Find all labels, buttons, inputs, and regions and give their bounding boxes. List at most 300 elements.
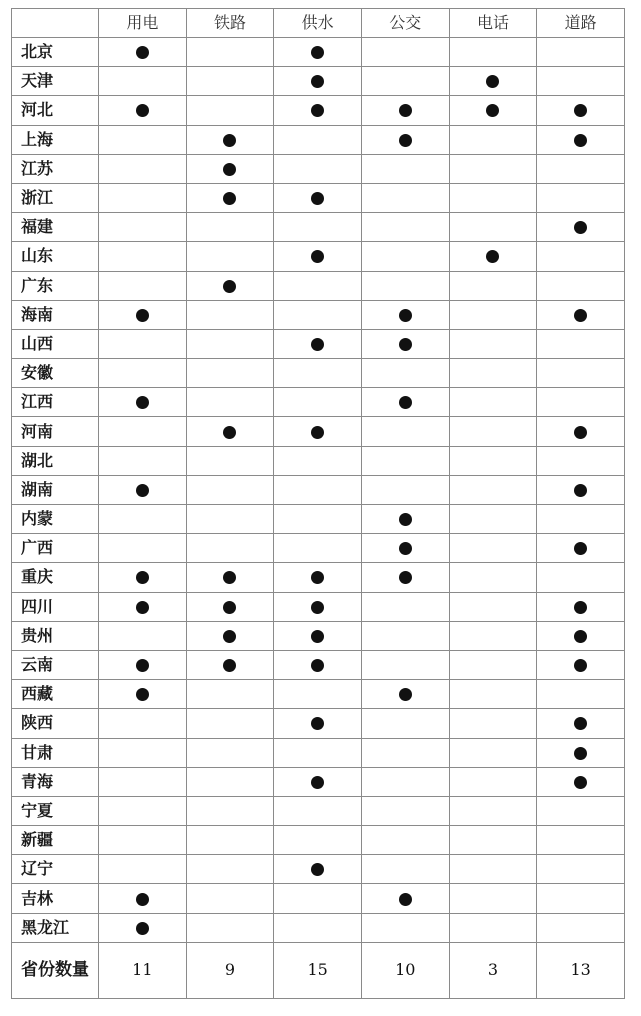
mark-cell — [537, 621, 625, 650]
mark-cell — [99, 154, 187, 183]
mark-cell — [186, 359, 274, 388]
mark-cell — [449, 913, 537, 942]
mark-cell — [361, 38, 449, 67]
mark-cell — [99, 242, 187, 271]
mark-cell — [186, 300, 274, 329]
mark-cell — [99, 826, 187, 855]
table-row — [12, 475, 625, 504]
mark-cell — [186, 96, 274, 125]
filled-dot-icon — [486, 250, 499, 263]
mark-cell — [361, 621, 449, 650]
province-name: 上海 — [12, 125, 99, 154]
province-name: 山西 — [12, 329, 99, 358]
filled-dot-icon — [399, 309, 412, 322]
count-electricity: 11 — [99, 942, 187, 998]
mark-cell — [274, 242, 362, 271]
mark-cell — [449, 796, 537, 825]
mark-cell — [99, 388, 187, 417]
mark-cell — [361, 67, 449, 96]
mark-cell — [537, 388, 625, 417]
filled-dot-icon — [223, 192, 236, 205]
mark-cell — [449, 213, 537, 242]
table-row — [12, 680, 625, 709]
mark-cell — [361, 534, 449, 563]
mark-cell — [186, 592, 274, 621]
filled-dot-icon — [574, 659, 587, 672]
mark-cell — [99, 475, 187, 504]
mark-cell — [99, 359, 187, 388]
mark-cell — [449, 125, 537, 154]
mark-cell — [449, 621, 537, 650]
mark-cell — [274, 796, 362, 825]
table-row — [12, 796, 625, 825]
table-row — [12, 96, 625, 125]
mark-cell — [361, 505, 449, 534]
mark-cell — [274, 738, 362, 767]
table-row — [12, 650, 625, 679]
table-row — [12, 826, 625, 855]
mark-cell — [99, 213, 187, 242]
mark-cell — [186, 563, 274, 592]
count-water: 15 — [274, 942, 362, 998]
table-row — [12, 505, 625, 534]
mark-cell — [274, 154, 362, 183]
mark-cell — [274, 709, 362, 738]
filled-dot-icon — [223, 571, 236, 584]
mark-cell — [186, 826, 274, 855]
mark-cell — [361, 826, 449, 855]
province-name: 贵州 — [12, 621, 99, 650]
filled-dot-icon — [223, 134, 236, 147]
filled-dot-icon — [136, 46, 149, 59]
filled-dot-icon — [574, 776, 587, 789]
mark-cell — [449, 417, 537, 446]
filled-dot-icon — [223, 659, 236, 672]
mark-cell — [537, 563, 625, 592]
province-name: 江西 — [12, 388, 99, 417]
mark-cell — [274, 417, 362, 446]
province-name: 吉林 — [12, 884, 99, 913]
filled-dot-icon — [574, 426, 587, 439]
mark-cell — [537, 505, 625, 534]
mark-cell — [361, 417, 449, 446]
mark-cell — [449, 154, 537, 183]
mark-cell — [537, 592, 625, 621]
mark-cell — [361, 563, 449, 592]
mark-cell — [99, 767, 187, 796]
mark-cell — [361, 680, 449, 709]
province-name: 重庆 — [12, 563, 99, 592]
filled-dot-icon — [399, 513, 412, 526]
mark-cell — [99, 796, 187, 825]
filled-dot-icon — [136, 601, 149, 614]
province-name: 河南 — [12, 417, 99, 446]
mark-cell — [537, 738, 625, 767]
province-name: 安徽 — [12, 359, 99, 388]
mark-cell — [449, 271, 537, 300]
mark-cell — [361, 183, 449, 212]
province-name: 广西 — [12, 534, 99, 563]
province-name: 福建 — [12, 213, 99, 242]
mark-cell — [274, 329, 362, 358]
mark-cell — [186, 183, 274, 212]
mark-cell — [99, 125, 187, 154]
table-row — [12, 592, 625, 621]
filled-dot-icon — [399, 396, 412, 409]
mark-cell — [186, 534, 274, 563]
mark-cell — [361, 592, 449, 621]
filled-dot-icon — [311, 776, 324, 789]
mark-cell — [361, 96, 449, 125]
filled-dot-icon — [574, 601, 587, 614]
count-road: 13 — [537, 942, 625, 998]
count-railway: 9 — [186, 942, 274, 998]
province-name: 内蒙 — [12, 505, 99, 534]
filled-dot-icon — [136, 309, 149, 322]
mark-cell — [99, 913, 187, 942]
mark-cell — [449, 534, 537, 563]
mark-cell — [449, 592, 537, 621]
mark-cell — [449, 505, 537, 534]
mark-cell — [274, 271, 362, 300]
mark-cell — [99, 300, 187, 329]
mark-cell — [537, 183, 625, 212]
mark-cell — [361, 738, 449, 767]
province-name: 四川 — [12, 592, 99, 621]
table-row — [12, 242, 625, 271]
mark-cell — [186, 271, 274, 300]
table-row — [12, 855, 625, 884]
mark-cell — [99, 650, 187, 679]
mark-cell — [274, 884, 362, 913]
mark-cell — [186, 213, 274, 242]
table-row — [12, 183, 625, 212]
mark-cell — [537, 475, 625, 504]
mark-cell — [361, 446, 449, 475]
filled-dot-icon — [399, 134, 412, 147]
filled-dot-icon — [574, 104, 587, 117]
table-row — [12, 738, 625, 767]
province-name: 新疆 — [12, 826, 99, 855]
mark-cell — [186, 475, 274, 504]
mark-cell — [274, 913, 362, 942]
mark-cell — [449, 183, 537, 212]
mark-cell — [537, 38, 625, 67]
mark-cell — [537, 242, 625, 271]
mark-cell — [186, 913, 274, 942]
mark-cell — [361, 709, 449, 738]
mark-cell — [274, 213, 362, 242]
mark-cell — [361, 855, 449, 884]
table-row — [12, 709, 625, 738]
mark-cell — [186, 154, 274, 183]
mark-cell — [99, 96, 187, 125]
mark-cell — [537, 796, 625, 825]
mark-cell — [99, 271, 187, 300]
mark-cell — [537, 359, 625, 388]
mark-cell — [274, 650, 362, 679]
mark-cell — [537, 67, 625, 96]
mark-cell — [449, 767, 537, 796]
filled-dot-icon — [574, 542, 587, 555]
mark-cell — [449, 446, 537, 475]
mark-cell — [186, 388, 274, 417]
filled-dot-icon — [399, 542, 412, 555]
mark-cell — [537, 96, 625, 125]
mark-cell — [274, 505, 362, 534]
mark-cell — [537, 884, 625, 913]
mark-cell — [449, 709, 537, 738]
table-row — [12, 417, 625, 446]
mark-cell — [274, 563, 362, 592]
filled-dot-icon — [311, 659, 324, 672]
table-row — [12, 563, 625, 592]
mark-cell — [449, 300, 537, 329]
mark-cell — [449, 475, 537, 504]
filled-dot-icon — [223, 630, 236, 643]
mark-cell — [361, 388, 449, 417]
province-name: 北京 — [12, 38, 99, 67]
mark-cell — [274, 96, 362, 125]
mark-cell — [99, 621, 187, 650]
province-name: 海南 — [12, 300, 99, 329]
mark-cell — [274, 475, 362, 504]
filled-dot-icon — [311, 75, 324, 88]
mark-cell — [449, 242, 537, 271]
mark-cell — [274, 621, 362, 650]
mark-cell — [99, 855, 187, 884]
mark-cell — [99, 592, 187, 621]
table-row — [12, 271, 625, 300]
filled-dot-icon — [574, 747, 587, 760]
province-name: 湖北 — [12, 446, 99, 475]
filled-dot-icon — [311, 601, 324, 614]
mark-cell — [361, 242, 449, 271]
filled-dot-icon — [223, 280, 236, 293]
mark-cell — [274, 680, 362, 709]
table-row — [12, 154, 625, 183]
mark-cell — [186, 125, 274, 154]
mark-cell — [361, 884, 449, 913]
province-name: 江苏 — [12, 154, 99, 183]
mark-cell — [186, 67, 274, 96]
province-name: 浙江 — [12, 183, 99, 212]
province-name: 湖南 — [12, 475, 99, 504]
filled-dot-icon — [311, 717, 324, 730]
table-row — [12, 621, 625, 650]
table-container — [11, 8, 625, 999]
province-name: 西藏 — [12, 680, 99, 709]
filled-dot-icon — [399, 688, 412, 701]
mark-cell — [99, 67, 187, 96]
filled-dot-icon — [311, 192, 324, 205]
mark-cell — [99, 680, 187, 709]
mark-cell — [99, 183, 187, 212]
province-name: 山东 — [12, 242, 99, 271]
filled-dot-icon — [311, 426, 324, 439]
filled-dot-icon — [223, 601, 236, 614]
mark-cell — [537, 446, 625, 475]
mark-cell — [361, 796, 449, 825]
filled-dot-icon — [136, 659, 149, 672]
mark-cell — [361, 271, 449, 300]
mark-cell — [361, 329, 449, 358]
mark-cell — [186, 38, 274, 67]
mark-cell — [186, 680, 274, 709]
mark-cell — [449, 884, 537, 913]
mark-cell — [186, 884, 274, 913]
mark-cell — [99, 534, 187, 563]
filled-dot-icon — [223, 163, 236, 176]
mark-cell — [537, 650, 625, 679]
mark-cell — [274, 855, 362, 884]
mark-cell — [274, 826, 362, 855]
mark-cell — [449, 388, 537, 417]
table-row — [12, 913, 625, 942]
mark-cell — [186, 650, 274, 679]
header-phone: 电话 — [449, 9, 537, 38]
mark-cell — [537, 534, 625, 563]
filled-dot-icon — [136, 571, 149, 584]
mark-cell — [361, 650, 449, 679]
mark-cell — [99, 446, 187, 475]
mark-cell — [449, 855, 537, 884]
mark-cell — [274, 388, 362, 417]
mark-cell — [99, 563, 187, 592]
filled-dot-icon — [136, 484, 149, 497]
filled-dot-icon — [574, 309, 587, 322]
mark-cell — [186, 329, 274, 358]
province-name: 河北 — [12, 96, 99, 125]
filled-dot-icon — [136, 893, 149, 906]
filled-dot-icon — [311, 46, 324, 59]
mark-cell — [274, 359, 362, 388]
filled-dot-icon — [399, 571, 412, 584]
mark-cell — [274, 38, 362, 67]
table-row — [12, 329, 625, 358]
mark-cell — [537, 680, 625, 709]
mark-cell — [537, 855, 625, 884]
table-row — [12, 125, 625, 154]
mark-cell — [274, 534, 362, 563]
mark-cell — [537, 300, 625, 329]
mark-cell — [449, 563, 537, 592]
footer-row — [12, 942, 625, 998]
mark-cell — [186, 767, 274, 796]
mark-cell — [361, 154, 449, 183]
province-name: 青海 — [12, 767, 99, 796]
mark-cell — [361, 475, 449, 504]
mark-cell — [361, 300, 449, 329]
filled-dot-icon — [136, 688, 149, 701]
mark-cell — [449, 826, 537, 855]
province-name: 陕西 — [12, 709, 99, 738]
mark-cell — [99, 38, 187, 67]
table-row — [12, 213, 625, 242]
province-name: 广东 — [12, 271, 99, 300]
mark-cell — [186, 505, 274, 534]
filled-dot-icon — [136, 396, 149, 409]
filled-dot-icon — [311, 338, 324, 351]
mark-cell — [99, 329, 187, 358]
mark-cell — [449, 329, 537, 358]
mark-cell — [186, 446, 274, 475]
mark-cell — [99, 417, 187, 446]
count-phone: 3 — [449, 942, 537, 998]
mark-cell — [537, 271, 625, 300]
filled-dot-icon — [311, 571, 324, 584]
header-road: 道路 — [537, 9, 625, 38]
filled-dot-icon — [574, 221, 587, 234]
table-row — [12, 446, 625, 475]
province-service-table — [11, 8, 625, 999]
mark-cell — [186, 621, 274, 650]
count-bus: 10 — [361, 942, 449, 998]
mark-cell — [274, 446, 362, 475]
filled-dot-icon — [311, 863, 324, 876]
mark-cell — [361, 213, 449, 242]
filled-dot-icon — [399, 893, 412, 906]
header-bus: 公交 — [361, 9, 449, 38]
province-name: 辽宁 — [12, 855, 99, 884]
mark-cell — [537, 709, 625, 738]
province-name: 天津 — [12, 67, 99, 96]
filled-dot-icon — [574, 717, 587, 730]
filled-dot-icon — [574, 134, 587, 147]
mark-cell — [537, 213, 625, 242]
mark-cell — [537, 125, 625, 154]
mark-cell — [537, 329, 625, 358]
mark-cell — [99, 884, 187, 913]
mark-cell — [449, 96, 537, 125]
filled-dot-icon — [311, 630, 324, 643]
filled-dot-icon — [399, 104, 412, 117]
mark-cell — [186, 796, 274, 825]
mark-cell — [361, 913, 449, 942]
province-name: 甘肃 — [12, 738, 99, 767]
header-electricity: 用电 — [99, 9, 187, 38]
table-row — [12, 38, 625, 67]
mark-cell — [186, 738, 274, 767]
province-name: 黑龙江 — [12, 913, 99, 942]
mark-cell — [537, 417, 625, 446]
table-row — [12, 359, 625, 388]
mark-cell — [361, 125, 449, 154]
filled-dot-icon — [311, 250, 324, 263]
table-row — [12, 767, 625, 796]
mark-cell — [537, 767, 625, 796]
mark-cell — [186, 709, 274, 738]
mark-cell — [99, 505, 187, 534]
mark-cell — [449, 680, 537, 709]
mark-cell — [449, 738, 537, 767]
filled-dot-icon — [136, 104, 149, 117]
table-row — [12, 67, 625, 96]
table-row — [12, 884, 625, 913]
header-corner — [12, 9, 99, 38]
mark-cell — [449, 38, 537, 67]
mark-cell — [274, 67, 362, 96]
mark-cell — [99, 738, 187, 767]
mark-cell — [537, 913, 625, 942]
filled-dot-icon — [136, 922, 149, 935]
filled-dot-icon — [486, 75, 499, 88]
filled-dot-icon — [399, 338, 412, 351]
filled-dot-icon — [574, 484, 587, 497]
table-row — [12, 534, 625, 563]
filled-dot-icon — [486, 104, 499, 117]
mark-cell — [99, 709, 187, 738]
